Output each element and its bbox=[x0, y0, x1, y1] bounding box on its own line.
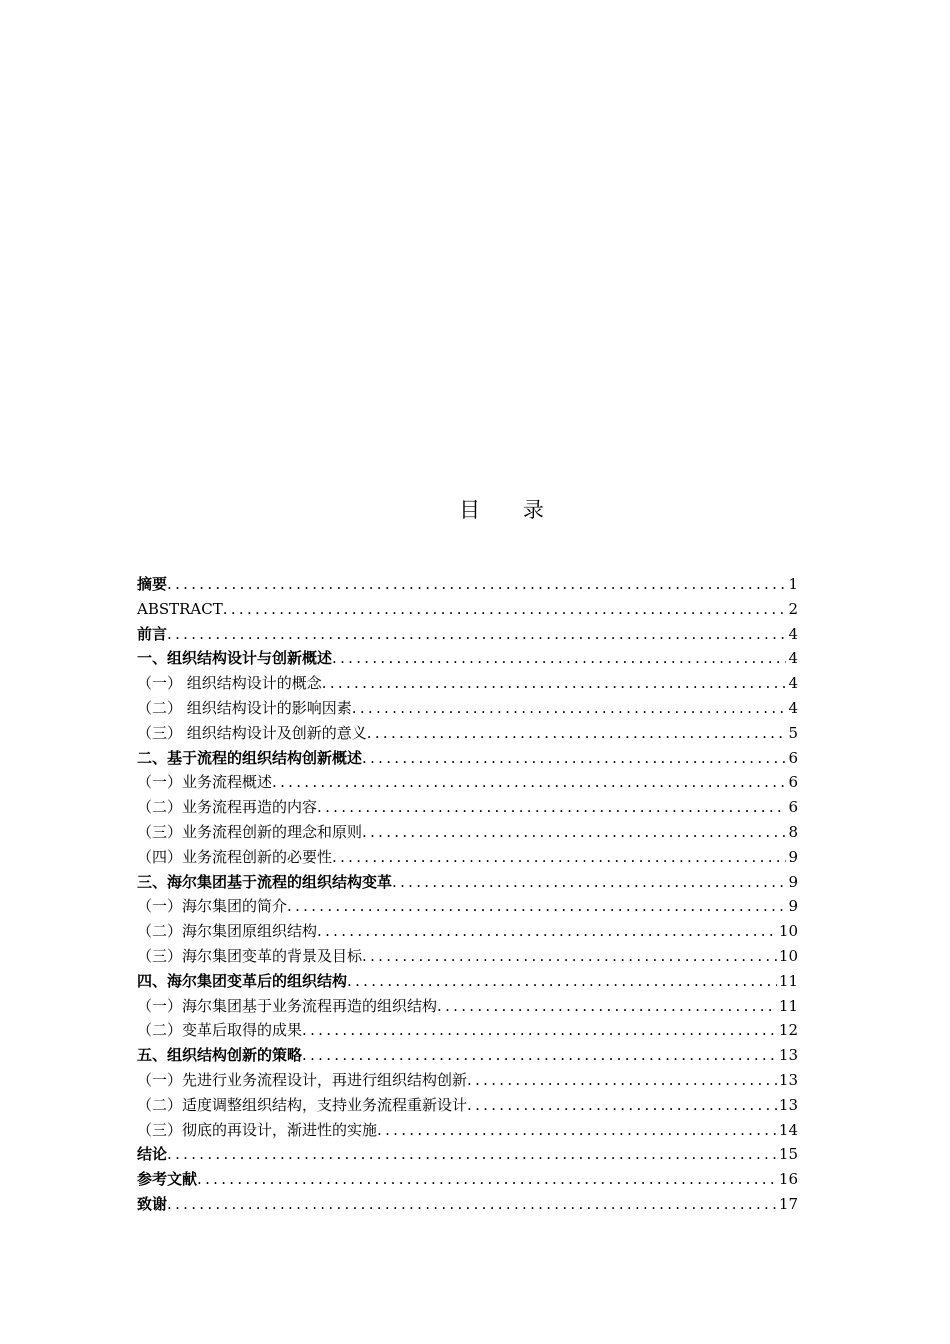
toc-entry[interactable] bbox=[137, 1018, 798, 1043]
toc-entry-label: 四、海尔集团变革后的组织结构 bbox=[137, 971, 348, 990]
toc-entry-page: 6 bbox=[788, 773, 798, 792]
toc-entry[interactable] bbox=[137, 597, 798, 622]
toc-leader-dots bbox=[167, 572, 786, 597]
toc-entry-page: 11 bbox=[778, 996, 798, 1015]
toc-leader-dots bbox=[302, 1018, 777, 1043]
toc-entry[interactable] bbox=[137, 994, 798, 1019]
toc-entry-label: （三）彻底的再设计，渐进性的实施 bbox=[137, 1120, 378, 1139]
toc-entry-page: 9 bbox=[788, 847, 798, 866]
toc-entry-page: 6 bbox=[788, 798, 798, 817]
toc-entry-page: 13 bbox=[778, 1046, 798, 1065]
toc-entry-label: 摘要 bbox=[137, 575, 168, 593]
toc-entry[interactable] bbox=[137, 969, 798, 994]
toc-entry-label: （二）业务流程再造的内容 bbox=[137, 798, 318, 817]
toc-entry[interactable] bbox=[137, 1167, 798, 1192]
toc-entry-label: （三）海尔集团变革的背景及目标 bbox=[137, 946, 363, 965]
toc-entry-page: 1 bbox=[788, 575, 798, 593]
toc-entry-label: （一） 组织结构设计的概念 bbox=[137, 674, 322, 693]
toc-entry-label: （三） 组织结构设计及创新的意义 bbox=[137, 723, 367, 742]
toc-entry[interactable] bbox=[137, 870, 798, 895]
toc-leader-dots bbox=[332, 646, 786, 671]
toc-entry[interactable] bbox=[137, 696, 798, 721]
toc-entry[interactable] bbox=[137, 820, 798, 845]
toc-entry-page: 10 bbox=[778, 922, 798, 941]
toc-leader-dots bbox=[167, 1142, 777, 1167]
toc-leader-dots bbox=[362, 944, 777, 969]
toc-entry-page: 4 bbox=[788, 624, 798, 643]
toc-leader-dots bbox=[167, 1192, 777, 1217]
toc-leader-dots bbox=[287, 894, 786, 919]
toc-leader-dots bbox=[437, 994, 777, 1019]
toc-leader-dots bbox=[272, 770, 786, 795]
toc-entry[interactable] bbox=[137, 845, 798, 870]
toc-entry-page: 4 bbox=[788, 698, 798, 717]
toc-leader-dots bbox=[467, 1068, 777, 1093]
toc-entry-label: 结论 bbox=[137, 1145, 168, 1164]
toc-leader-dots bbox=[362, 820, 786, 845]
toc-leader-dots bbox=[167, 622, 786, 647]
toc-leader-dots bbox=[223, 597, 787, 622]
toc-entry[interactable] bbox=[137, 746, 798, 771]
toc-entry-label: （二）海尔集团原组织结构 bbox=[137, 922, 318, 941]
toc-entry[interactable] bbox=[137, 671, 798, 696]
toc-leader-dots bbox=[302, 1043, 777, 1068]
toc-entry-label: 二、基于流程的组织结构创新概述 bbox=[137, 748, 363, 767]
toc-entry-label: （四）业务流程创新的必要性 bbox=[137, 847, 333, 866]
toc-leader-dots bbox=[197, 1167, 777, 1192]
toc-entry-label: ABSTRACT bbox=[137, 599, 223, 618]
toc-entry-page: 8 bbox=[788, 822, 798, 841]
toc-entry[interactable] bbox=[137, 770, 798, 795]
toc-entry[interactable] bbox=[137, 894, 798, 919]
toc-leader-dots bbox=[362, 746, 786, 771]
toc-entry[interactable] bbox=[137, 646, 798, 671]
toc-entry[interactable] bbox=[137, 622, 798, 647]
toc-entry[interactable] bbox=[137, 795, 798, 820]
toc-entry-label: 前言 bbox=[137, 624, 168, 643]
toc-entry-label: （二）适度调整组织结构，支持业务流程重新设计 bbox=[137, 1095, 468, 1114]
toc-leader-dots bbox=[367, 721, 787, 746]
toc-entry-page: 10 bbox=[778, 946, 798, 965]
toc-entry-page: 13 bbox=[778, 1095, 798, 1114]
toc-entry-label: 一、组织结构设计与创新概述 bbox=[137, 649, 333, 668]
toc-entry[interactable] bbox=[137, 1118, 798, 1143]
toc-entry-label: 三、海尔集团基于流程的组织结构变革 bbox=[137, 872, 393, 891]
toc-entry-label: （二） 组织结构设计的影响因素 bbox=[137, 698, 352, 717]
toc-entry[interactable] bbox=[137, 1043, 798, 1068]
toc-entry-label: （三）业务流程创新的理念和原则 bbox=[137, 822, 363, 841]
toc-entry-page: 12 bbox=[778, 1021, 798, 1040]
toc-entry[interactable] bbox=[137, 721, 798, 746]
toc-entry-page: 2 bbox=[788, 599, 798, 618]
toc-entry[interactable] bbox=[137, 572, 798, 597]
toc-leader-dots bbox=[322, 671, 787, 696]
toc-entry[interactable] bbox=[137, 944, 798, 969]
toc-entry-label: （一）业务流程概述 bbox=[137, 773, 273, 792]
toc-entry-page: 6 bbox=[788, 748, 798, 767]
toc-entry-label: （二）变革后取得的成果 bbox=[137, 1021, 303, 1040]
toc-entry-label: （一）海尔集团的简介 bbox=[137, 897, 288, 916]
toc-entry-label: （一）先进行业务流程设计，再进行组织结构创新 bbox=[137, 1070, 468, 1089]
toc-entry-label: 致谢 bbox=[137, 1194, 168, 1213]
toc-entry-label: 参考文献 bbox=[137, 1170, 198, 1189]
toc-leader-dots bbox=[332, 845, 786, 870]
toc-entry-page: 11 bbox=[778, 971, 798, 990]
toc-leader-dots bbox=[377, 1118, 777, 1143]
toc-entry-page: 5 bbox=[788, 723, 798, 742]
toc-leader-dots bbox=[392, 870, 786, 895]
toc-list bbox=[137, 572, 798, 1217]
toc-leader-dots bbox=[347, 969, 777, 994]
toc-entry-page: 14 bbox=[778, 1120, 798, 1139]
toc-leader-dots bbox=[352, 696, 787, 721]
toc-entry-page: 9 bbox=[788, 872, 798, 891]
toc-entry-page: 15 bbox=[778, 1145, 798, 1164]
toc-entry[interactable] bbox=[137, 1068, 798, 1093]
toc-entry-page: 17 bbox=[778, 1194, 798, 1213]
toc-leader-dots bbox=[317, 919, 777, 944]
toc-entry[interactable] bbox=[137, 1192, 798, 1217]
toc-entry-page: 16 bbox=[778, 1170, 798, 1189]
toc-entry-label: （一）海尔集团基于业务流程再造的组织结构 bbox=[137, 996, 438, 1015]
toc-entry-page: 9 bbox=[788, 897, 798, 916]
toc-entry-page: 13 bbox=[778, 1070, 798, 1089]
toc-leader-dots bbox=[317, 795, 786, 820]
toc-entry[interactable] bbox=[137, 1093, 798, 1118]
toc-entry-page: 4 bbox=[788, 649, 798, 668]
toc-entry-page: 4 bbox=[788, 674, 798, 693]
toc-entry-label: 五、组织结构创新的策略 bbox=[137, 1046, 303, 1065]
toc-entry[interactable] bbox=[137, 919, 798, 944]
toc-entry[interactable] bbox=[137, 1142, 798, 1167]
toc-title: 目 录 bbox=[459, 498, 562, 522]
toc-leader-dots bbox=[467, 1093, 777, 1118]
